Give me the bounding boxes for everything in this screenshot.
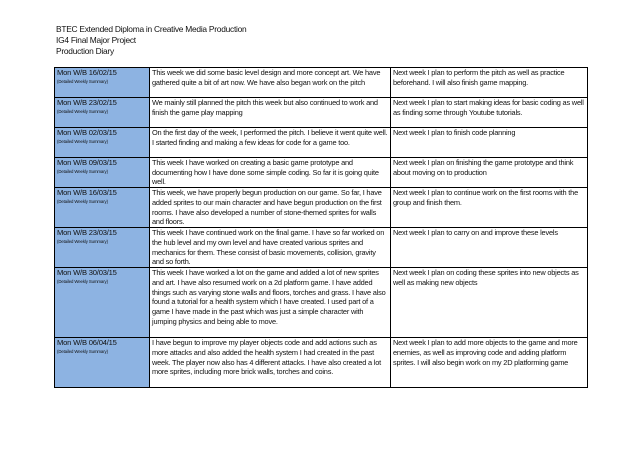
next-week-cell: Next week I plan to perform the pitch as well as practice beforehand. I will also finish game mapping. bbox=[391, 68, 588, 98]
week-cell bbox=[55, 228, 150, 268]
summary-note: (Detailed Weekly Summary) bbox=[57, 138, 108, 144]
week-cell bbox=[55, 158, 150, 188]
table-row bbox=[55, 268, 588, 338]
week-label: Mon W/B 06/04/15 bbox=[57, 338, 117, 348]
week-label: Mon W/B 30/03/15 bbox=[57, 268, 117, 278]
diary-title: Production Diary bbox=[56, 46, 114, 56]
week-cell bbox=[55, 68, 150, 98]
document-header bbox=[56, 24, 246, 57]
summary-note: (Detailed Weekly Summary) bbox=[57, 348, 108, 354]
table-row bbox=[55, 158, 588, 188]
this-week-cell: This week we did some basic level design and more concept art. We have gathered quite a bit of art now. We have also began work on the pitch bbox=[150, 68, 391, 98]
next-week-cell: Next week I plan to add more objects to the game and more enemies, as well as improving code and adding platform sprites. I will also begin work on my 2D platforming game bbox=[391, 338, 588, 388]
week-label: Mon W/B 23/02/15 bbox=[57, 98, 117, 107]
week-label: Mon W/B 02/03/15 bbox=[57, 128, 117, 137]
table-row bbox=[55, 338, 588, 388]
this-week-cell: This week, we have properly begun production on our game. So far, I have added sprites to our main character and have begun production on the first rooms. I have also developed a number of stone-themed sprites for walls and floors. bbox=[150, 188, 391, 228]
week-label: Mon W/B 09/03/15 bbox=[57, 158, 117, 167]
summary-note: (Detailed Weekly Summary) bbox=[57, 278, 108, 284]
this-week-cell: We mainly still planned the pitch this week but also continued to work and finish the game play mapping bbox=[150, 98, 391, 128]
summary-note: (Detailed Weekly Summary) bbox=[57, 78, 108, 84]
next-week-cell: Next week I plan on finishing the game prototype and think about moving on to production bbox=[391, 158, 588, 188]
table-row bbox=[55, 128, 588, 158]
table-row bbox=[55, 98, 588, 128]
this-week-cell: I have begun to improve my player objects code and add actions such as more attacks and also added the health system I had created in the past week. The player now also has 4 different attacks. I have also created a lot more sprites, including more brick walls, torches and coins. bbox=[150, 338, 391, 388]
next-week-cell: Next week I plan on coding these sprites into new objects as well as making new objects bbox=[391, 268, 588, 338]
summary-note: (Detailed Weekly Summary) bbox=[57, 238, 108, 244]
week-cell bbox=[55, 98, 150, 128]
project-title: IG4 Final Major Project bbox=[56, 35, 136, 45]
this-week-cell: This week I have worked a lot on the game and added a lot of new sprites and art. I have also resumed work on a 2d platform game. I have added things such as varying stone walls and floors, torches and grass. I have also found a tutorial for a health system which I have created. I used part of a game I have made in the past which was just a simple character with jumping physics and being able to move. bbox=[150, 268, 391, 338]
table-row bbox=[55, 68, 588, 98]
next-week-cell: Next week I plan to start making ideas for basic coding as well as finding some through Youtube tutorials. bbox=[391, 98, 588, 128]
summary-note: (Detailed Weekly Summary) bbox=[57, 198, 108, 204]
week-cell bbox=[55, 188, 150, 228]
week-label: Mon W/B 16/02/15 bbox=[57, 68, 117, 77]
summary-note: (Detailed Weekly Summary) bbox=[57, 108, 108, 114]
production-diary-table bbox=[54, 67, 588, 388]
table-row bbox=[55, 188, 588, 228]
summary-note: (Detailed Weekly Summary) bbox=[57, 168, 108, 174]
week-label: Mon W/B 16/03/15 bbox=[57, 188, 117, 198]
this-week-cell: This week I have continued work on the final game. I have so far worked on the hub level and my own level and have created various sprites and mechanics for them. These consist of basic movements, collision, gravity and so forth. bbox=[150, 228, 391, 268]
next-week-cell: Next week I plan to carry on and improve these levels bbox=[391, 228, 588, 268]
week-cell bbox=[55, 338, 150, 388]
next-week-cell: Next week I plan to continue work on the first rooms with the group and finish them. bbox=[391, 188, 588, 228]
this-week-cell: This week I have worked on creating a basic game prototype and documenting how I have done some simple coding. So far it is going quite well. bbox=[150, 158, 391, 188]
next-week-cell: Next week I plan to finish code planning bbox=[391, 128, 588, 158]
week-cell bbox=[55, 268, 150, 338]
course-title: BTEC Extended Diploma in Creative Media Production bbox=[56, 24, 247, 34]
week-label: Mon W/B 23/03/15 bbox=[57, 228, 117, 238]
table-row bbox=[55, 228, 588, 268]
week-cell bbox=[55, 128, 150, 158]
this-week-cell: On the first day of the week, I performed the pitch. I believe it went quite well. I started finding and making a few ideas for code for a game too. bbox=[150, 128, 391, 158]
